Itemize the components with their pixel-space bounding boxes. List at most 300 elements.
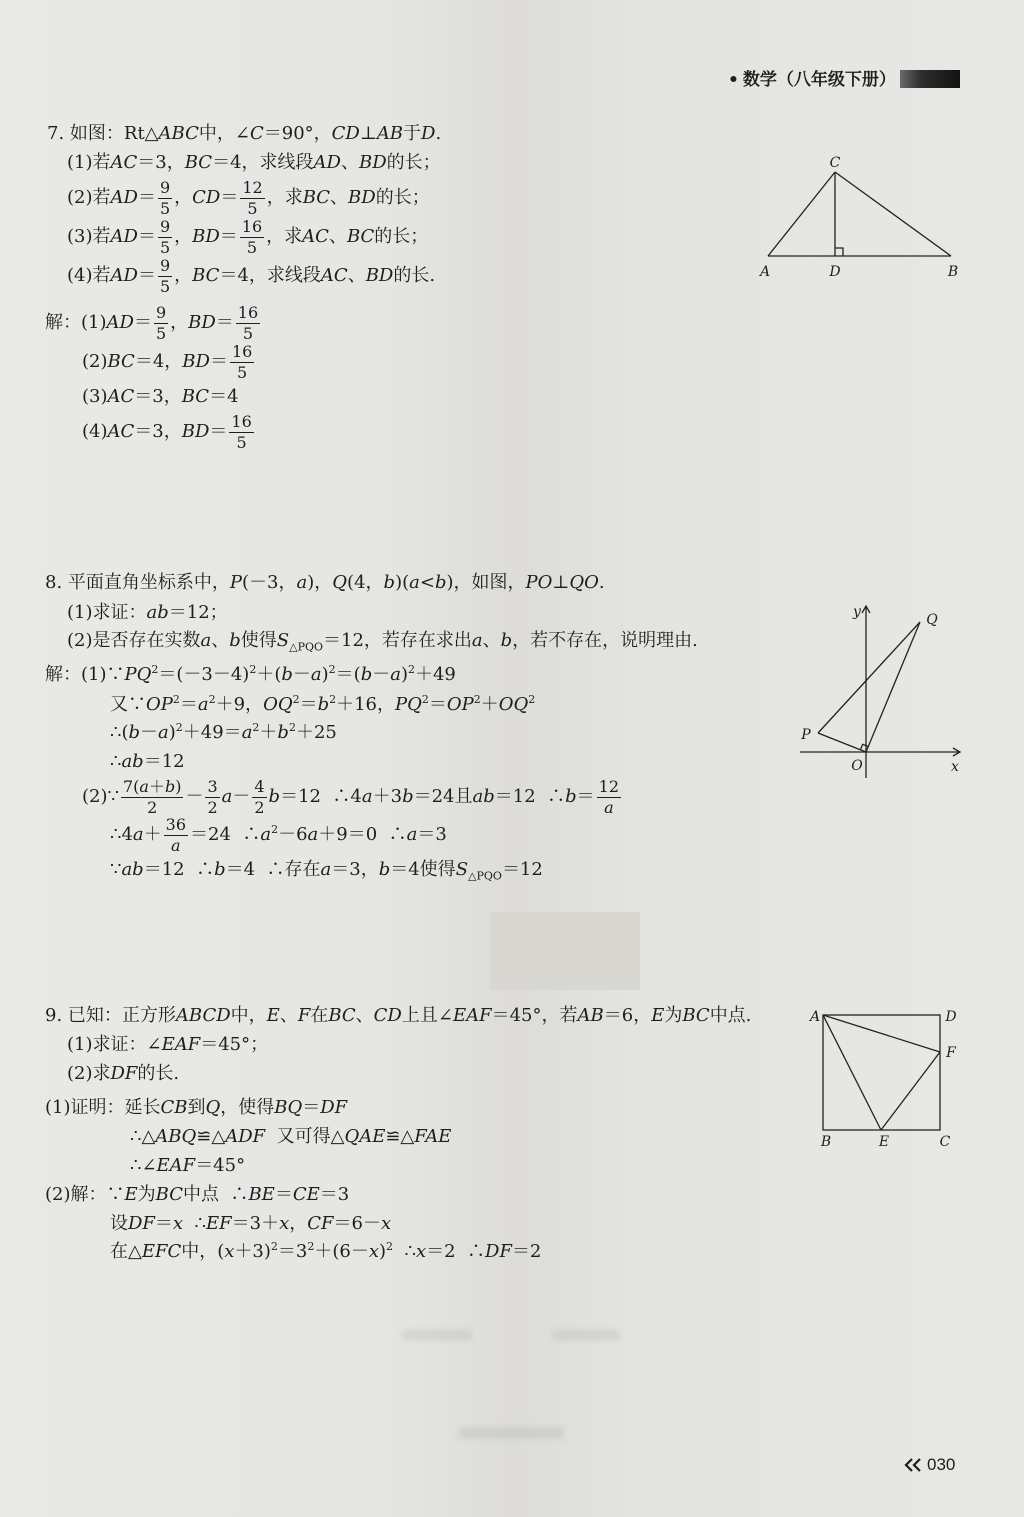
- label-a: A: [759, 264, 771, 280]
- math-variable: BD: [188, 312, 216, 333]
- text-run: ＝24 ∴: [190, 824, 261, 845]
- text-run: <: [419, 572, 435, 593]
- math-variable: a: [260, 824, 272, 845]
- math-variable: EAF: [161, 1034, 201, 1055]
- text-run: 解：(1): [45, 312, 107, 333]
- text-run: (3): [82, 386, 108, 407]
- math-variable: AD: [110, 226, 138, 247]
- math-variable: S: [455, 859, 469, 880]
- fraction: [240, 216, 264, 257]
- math-variable: b: [268, 786, 281, 807]
- math-variable: BC: [346, 226, 375, 247]
- math-variable: x: [415, 1241, 427, 1262]
- text-run: ＋9，: [215, 694, 264, 715]
- text-run: ＋25: [295, 722, 337, 743]
- header-title: 数学（八年级下册）: [742, 70, 896, 90]
- answer-line: [82, 342, 256, 382]
- text-run: 使得: [240, 630, 277, 651]
- text-run: 的长；: [386, 152, 441, 173]
- math-variable: BQ: [274, 1097, 303, 1118]
- text-run: 、: [347, 265, 366, 286]
- math-variable: AC: [107, 386, 135, 407]
- math-variable: CF: [307, 1213, 334, 1234]
- math-variable: AC: [110, 152, 138, 173]
- superscript: 2: [473, 693, 481, 706]
- math-variable: AB: [376, 123, 404, 144]
- fraction: [158, 177, 172, 218]
- fraction: [205, 776, 219, 817]
- fraction-denominator: [229, 432, 253, 451]
- math-variable: CB: [160, 1097, 188, 1118]
- text-run: 2: [207, 797, 218, 817]
- text-run: ，求: [266, 187, 303, 208]
- text-run: ＝6，: [603, 1005, 652, 1026]
- fraction-numerator: [229, 411, 253, 432]
- math-variable: BD: [348, 187, 376, 208]
- text-run: 16: [231, 341, 253, 361]
- superscript: 2: [151, 663, 159, 676]
- text-run: 5: [236, 432, 247, 452]
- text-run: 中，(: [181, 1241, 225, 1262]
- answer-line: [82, 412, 256, 452]
- text-run: ＝45°: [195, 1155, 246, 1176]
- math-variable: S: [276, 630, 290, 651]
- text-run: 于: [403, 123, 422, 144]
- math-variable: BD: [182, 351, 210, 372]
- math-variable: AC: [302, 226, 329, 247]
- math-variable: x: [224, 1241, 235, 1262]
- text-run: ＝90°，: [263, 123, 332, 144]
- fraction-numerator: [205, 776, 219, 797]
- text-run: )(: [395, 572, 410, 593]
- text-run: ＋16，: [336, 694, 396, 715]
- text-run: ＋: [148, 776, 165, 796]
- text-run: 、: [355, 1005, 374, 1026]
- text-run: ∵: [110, 859, 122, 880]
- math-variable: b: [281, 664, 293, 685]
- text-run: 16: [241, 216, 263, 236]
- text-run: 、: [279, 1005, 298, 1026]
- text-run: 5: [159, 237, 171, 257]
- superscript: 2: [386, 1240, 394, 1253]
- fraction: [230, 341, 254, 382]
- text-run: ，: [174, 187, 193, 208]
- label-y: y: [853, 604, 861, 620]
- text-run: (2)解：∵: [45, 1184, 125, 1205]
- label-x: x: [951, 759, 959, 775]
- text-run: ＝: [274, 1184, 293, 1205]
- fraction: [229, 411, 253, 452]
- math-variable: QO: [569, 572, 599, 593]
- label-p: P: [801, 727, 811, 743]
- text-run: ＝: [179, 694, 198, 715]
- right-angle-mark: [835, 248, 843, 256]
- math-variable: b: [383, 572, 396, 593]
- text-run: ，使得: [220, 1097, 275, 1118]
- text-run: 为: [137, 1184, 156, 1205]
- text-run: ＝12 ∴: [143, 859, 215, 880]
- math-variable: EFC: [141, 1241, 182, 1262]
- math-variable: a: [158, 722, 169, 743]
- text-run: ＝: [133, 312, 152, 333]
- text-run: －: [185, 786, 204, 807]
- text-run: .: [598, 572, 605, 593]
- text-run: (4，: [347, 572, 384, 593]
- figure-right-triangle: [755, 150, 970, 282]
- text-run: 中，: [230, 1005, 267, 1026]
- math-variable: E: [651, 1005, 665, 1026]
- text-run: －: [372, 664, 391, 685]
- math-variable: a: [320, 859, 332, 880]
- math-variable: b: [378, 859, 391, 880]
- text-run: ＝(: [335, 664, 361, 685]
- fraction-denominator: [252, 797, 266, 816]
- text-run: ＝: [220, 187, 239, 208]
- text-run: 12: [242, 177, 263, 197]
- math-variable: BD: [358, 152, 387, 173]
- figure-square: [805, 1002, 965, 1152]
- text-run: 的长.: [137, 1063, 180, 1084]
- text-run: ): [175, 776, 182, 796]
- running-header: [728, 66, 896, 94]
- text-run: 为: [664, 1005, 683, 1026]
- math-variable: Q: [205, 1097, 221, 1118]
- text-run: ＝4使得: [390, 859, 456, 880]
- text-run: 的长；: [375, 187, 430, 208]
- math-variable: OP: [146, 694, 173, 715]
- text-run: 中点.: [709, 1005, 752, 1026]
- double-chevron-left-icon: [903, 1458, 923, 1472]
- text-run: ∴△: [130, 1126, 156, 1147]
- answer-line: [82, 777, 623, 817]
- math-variable: BC: [682, 1005, 710, 1026]
- text-run: ＝4 ∴存在: [225, 859, 321, 880]
- math-variable: AD: [110, 187, 138, 208]
- fraction-numerator: [154, 302, 168, 323]
- text-run: ＝: [299, 694, 318, 715]
- text-run: ＝12 ∴4: [280, 786, 362, 807]
- answer-line: [110, 850, 543, 890]
- math-variable: AB: [577, 1005, 604, 1026]
- text-run: ＋49: [414, 664, 456, 685]
- math-variable: AC: [320, 265, 348, 286]
- segment-ef: [881, 1052, 940, 1130]
- math-variable: b: [164, 776, 176, 796]
- text-run: (2)求: [67, 1063, 111, 1084]
- text-run: 、: [328, 226, 347, 247]
- text-run: ＝45°；: [200, 1034, 269, 1055]
- text-run: 3: [207, 776, 218, 796]
- answer-line: [82, 377, 239, 417]
- math-variable: ab: [146, 602, 169, 623]
- math-variable: a: [200, 630, 212, 651]
- math-variable: ab: [121, 859, 144, 880]
- superscript: 2: [329, 693, 337, 706]
- square-abcd: [823, 1015, 940, 1130]
- math-variable: CD: [373, 1005, 402, 1026]
- text-run: (4)若: [67, 265, 111, 286]
- text-run: (－3，: [242, 572, 297, 593]
- fraction-denominator: [597, 797, 621, 816]
- math-variable: Q: [332, 572, 348, 593]
- superscript: 2: [208, 693, 216, 706]
- math-variable: ABCD: [175, 1005, 231, 1026]
- segment-pq: [818, 622, 920, 733]
- answer-line: [45, 303, 262, 343]
- text-run: 9. 已知：正方形: [45, 1005, 176, 1026]
- text-run: 2: [254, 797, 265, 817]
- text-run: ≌△: [385, 1126, 415, 1147]
- fraction: [164, 814, 188, 855]
- fraction-denominator: [121, 797, 183, 816]
- text-run: 5: [237, 362, 248, 382]
- text-run: ＋9＝0 ∴: [318, 824, 407, 845]
- fraction-numerator: [158, 177, 172, 198]
- scan-smudge: [552, 1330, 620, 1340]
- text-run: ): [400, 664, 408, 685]
- question-line: [67, 178, 430, 218]
- math-variable: a: [409, 572, 420, 593]
- math-variable: ab: [472, 786, 495, 807]
- text-run: (4): [82, 421, 108, 442]
- math-variable: b: [500, 630, 513, 651]
- math-variable: AD: [313, 152, 341, 173]
- text-run: ＝: [209, 351, 228, 372]
- text-run: 、: [330, 187, 349, 208]
- text-run: ＝: [137, 265, 156, 286]
- fraction: [154, 302, 168, 343]
- text-run: 7. 如图：Rt△: [47, 123, 159, 144]
- text-run: ＝6－: [333, 1213, 381, 1234]
- text-run: ＝: [215, 312, 234, 333]
- math-variable: a: [221, 786, 233, 807]
- text-run: 9: [155, 302, 167, 322]
- text-run: 、: [340, 152, 359, 173]
- text-run: ＝12；: [168, 602, 228, 623]
- text-run: 的长；: [374, 226, 429, 247]
- math-variable: PQ: [395, 694, 422, 715]
- label-a: A: [809, 1009, 821, 1025]
- superscript: 2: [271, 823, 279, 836]
- fraction: [236, 302, 260, 343]
- fraction-numerator: [158, 255, 172, 276]
- text-run: ＝24且: [413, 786, 473, 807]
- math-variable: DF: [485, 1241, 512, 1262]
- math-variable: OQ: [498, 694, 529, 715]
- math-variable: CD: [331, 123, 360, 144]
- label-q: Q: [926, 612, 938, 628]
- label-c: C: [939, 1134, 951, 1150]
- text-run: ＝4，: [134, 351, 183, 372]
- math-variable: b: [229, 630, 241, 651]
- text-run: ＝3: [319, 1184, 350, 1205]
- fraction-denominator: [158, 276, 172, 295]
- math-variable: b: [402, 786, 414, 807]
- superscript: 2: [252, 721, 260, 734]
- fraction-denominator: [240, 198, 264, 217]
- text-run: ＝3: [417, 824, 447, 845]
- math-variable: BE: [248, 1184, 275, 1205]
- text-run: (2)若: [67, 187, 111, 208]
- text-run: 、: [482, 630, 501, 651]
- fraction-numerator: [240, 177, 264, 198]
- fraction-numerator: [240, 216, 264, 237]
- math-variable: DF: [320, 1097, 348, 1118]
- page-number: 030: [927, 1455, 956, 1474]
- fraction-denominator: [158, 237, 172, 256]
- text-run: ＝3，: [331, 859, 379, 880]
- superscript: 2: [421, 693, 429, 706]
- text-run: )，: [307, 572, 333, 593]
- blank-patch: [490, 912, 640, 990]
- math-variable: a: [307, 824, 319, 845]
- text-run: ＋: [259, 722, 278, 743]
- segment-ae: [823, 1015, 881, 1130]
- answer-line: [110, 815, 447, 855]
- text-run: ＝: [428, 694, 447, 715]
- label-b: B: [947, 264, 959, 280]
- text-run: ＝3，: [134, 421, 182, 442]
- math-variable: a: [241, 722, 253, 743]
- answer-line: [110, 1232, 541, 1272]
- text-run: 5: [242, 323, 254, 343]
- text-run: ⊥: [359, 123, 377, 144]
- text-run: ＝12: [501, 859, 543, 880]
- label-o: O: [851, 758, 863, 774]
- text-run: 2: [147, 797, 158, 817]
- fraction: [252, 776, 266, 817]
- text-run: ): [321, 664, 329, 685]
- text-run: 又∵: [110, 694, 146, 715]
- fraction-denominator: [236, 323, 260, 342]
- text-run: ＝45°，若: [491, 1005, 578, 1026]
- text-run: ): [379, 1241, 387, 1262]
- segment-oq: [866, 622, 920, 752]
- text-run: ＝12: [143, 751, 185, 772]
- fraction: [158, 216, 172, 257]
- text-run: ∴4: [110, 824, 133, 845]
- math-variable: b: [214, 859, 226, 880]
- text-run: ∴: [393, 1241, 416, 1262]
- fraction: [240, 177, 264, 218]
- text-run: 上且∠: [401, 1005, 453, 1026]
- text-run: ＝3，: [134, 386, 182, 407]
- math-variable: a: [406, 824, 418, 845]
- text-run: 9: [159, 255, 171, 275]
- superscript: 2: [270, 1240, 278, 1253]
- math-variable: PQ: [124, 664, 152, 685]
- text-run: ＝2 ∴: [426, 1241, 486, 1262]
- text-run: (1)求证：∠: [67, 1034, 162, 1055]
- text-run: ＝: [209, 421, 228, 442]
- math-variable: CD: [192, 187, 221, 208]
- math-variable: ABQ: [155, 1126, 197, 1147]
- text-run: ＝: [576, 786, 595, 807]
- text-run: 8. 平面直角坐标系中，: [45, 572, 230, 593]
- text-run: .: [435, 123, 442, 144]
- superscript: 2: [172, 693, 180, 706]
- superscript: 2: [407, 663, 415, 676]
- segment-af: [823, 1015, 940, 1052]
- text-run: ＋49＝: [182, 722, 242, 743]
- text-run: 的长.: [393, 265, 436, 286]
- math-variable: QAE: [344, 1126, 386, 1147]
- label-c: C: [829, 155, 841, 171]
- text-run: ≌△: [196, 1126, 226, 1147]
- math-variable: DF: [110, 1063, 138, 1084]
- math-variable: AD: [106, 312, 134, 333]
- text-run: 4: [254, 776, 265, 796]
- text-run: ): [168, 722, 176, 743]
- fraction-denominator: [240, 237, 264, 256]
- text-run: ∴(: [110, 722, 129, 743]
- text-run: ＝: [137, 226, 156, 247]
- math-variable: BC: [184, 152, 213, 173]
- text-run: ＝3＋: [231, 1213, 280, 1234]
- label-b: B: [820, 1134, 832, 1150]
- text-run: 16: [231, 411, 252, 431]
- text-run: ＝12 ∴: [494, 786, 566, 807]
- segment-ac: [768, 172, 835, 256]
- math-variable: BC: [192, 265, 220, 286]
- text-run: ＝(－3－4): [158, 664, 250, 685]
- superscript: 2: [288, 721, 296, 734]
- text-run: ＝: [219, 226, 238, 247]
- math-variable: BC: [302, 187, 331, 208]
- question-line: [67, 217, 428, 257]
- text-run: －: [232, 786, 251, 807]
- math-variable: a: [471, 630, 483, 651]
- math-variable: a: [310, 664, 322, 685]
- text-run: ，若不存在，说明理由.: [512, 630, 698, 651]
- text-run: －6: [278, 824, 308, 845]
- figure-coordinate-plane: [790, 600, 970, 780]
- math-variable: b: [565, 786, 577, 807]
- math-variable: a: [296, 572, 308, 593]
- math-variable: BD: [181, 421, 210, 442]
- superscript: 2: [292, 693, 300, 706]
- math-variable: BC: [181, 386, 210, 407]
- math-variable: b: [128, 722, 141, 743]
- fraction-denominator: [158, 198, 172, 217]
- math-variable: x: [368, 1241, 380, 1262]
- text-run: (1)若: [67, 152, 111, 173]
- text-run: 5: [155, 323, 167, 343]
- math-variable: x: [380, 1213, 392, 1234]
- text-run: ，: [174, 226, 193, 247]
- text-run: (2)∵: [82, 786, 119, 807]
- text-run: 16: [237, 302, 259, 322]
- text-run: ，: [170, 312, 189, 333]
- label-d: D: [829, 264, 841, 280]
- math-variable: BC: [107, 351, 135, 372]
- text-run: 9: [159, 177, 171, 197]
- math-variable: C: [249, 123, 264, 144]
- text-run: (2)是否存在实数: [67, 630, 201, 651]
- math-variable: E: [266, 1005, 280, 1026]
- math-variable: AD: [110, 265, 138, 286]
- math-variable: b: [317, 694, 330, 715]
- scan-smudge: [402, 1330, 472, 1340]
- text-run: ＝4: [209, 386, 239, 407]
- superscript: 2: [249, 663, 257, 676]
- fraction-numerator: [121, 776, 183, 797]
- superscript: 2: [328, 663, 336, 676]
- text-run: 在: [310, 1005, 329, 1026]
- header-badge: [900, 70, 960, 88]
- fraction-numerator: [597, 776, 621, 797]
- fraction-numerator: [164, 814, 188, 835]
